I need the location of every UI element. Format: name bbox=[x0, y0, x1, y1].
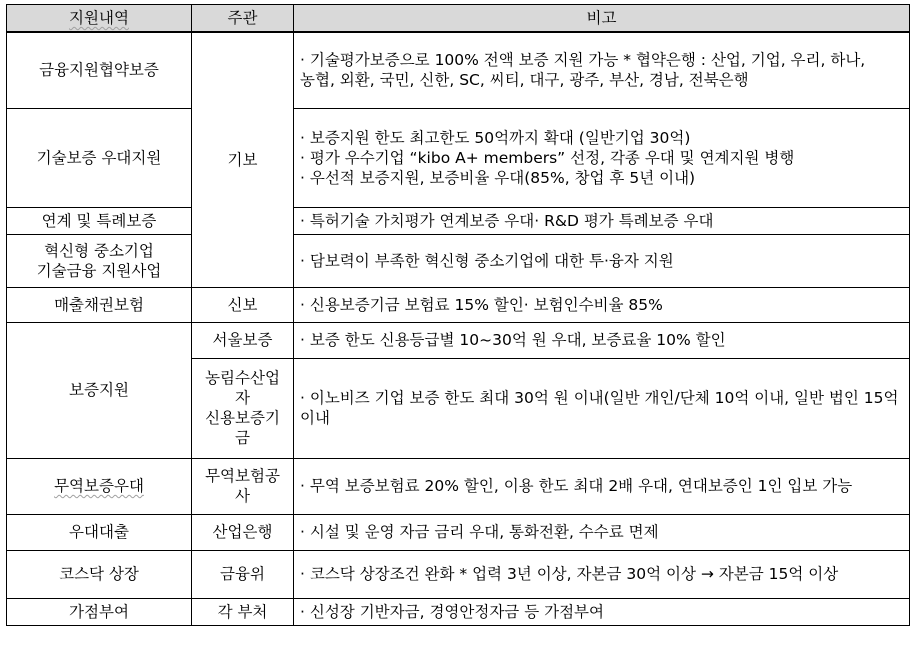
row-category: 혁신형 중소기업 기술금융 지원사업 bbox=[7, 234, 192, 287]
table-row bbox=[7, 234, 910, 287]
row-category: 우대대출 bbox=[7, 514, 192, 550]
note-line: · 특허기술 가치평가 연계보증 우대· R&D 평가 특례보증 우대 bbox=[300, 211, 714, 230]
row-category: 가점부여 bbox=[7, 598, 192, 625]
note-line: · 시설 및 운영 자금 금리 우대, 통화전환, 수수료 면제 bbox=[300, 523, 659, 541]
row-category: 코스닥 상장 bbox=[7, 550, 192, 598]
row-note bbox=[294, 358, 910, 458]
row-note bbox=[294, 458, 910, 514]
note-line: · 평가 우수기업 “kibo A+ members” 선정, 각종 우대 및 연계지원 병행 bbox=[300, 148, 795, 167]
note-line: · 담보력이 부족한 혁신형 중소기업에 대한 투·융자 지원 bbox=[300, 251, 674, 270]
note-line: · 코스닥 상장조건 완화 * 업력 3년 이상, 자본금 30억 이상 → 자본금 15억 이상 bbox=[300, 565, 839, 583]
row-category: 무역보증우대 bbox=[7, 458, 192, 514]
row-note bbox=[294, 234, 910, 287]
table-row bbox=[7, 598, 910, 625]
note-line: · 신성장 기반자금, 경영안정자금 등 가점부여 bbox=[300, 602, 605, 621]
row-organization: 금융위 bbox=[192, 550, 294, 598]
table-header-row bbox=[7, 5, 910, 33]
row-note bbox=[294, 207, 910, 234]
row-category: 기술보증 우대지원 bbox=[7, 108, 192, 207]
row-category: 금융지원협약보증 bbox=[7, 32, 192, 108]
row-organization: 산업은행 bbox=[192, 514, 294, 550]
table-row bbox=[7, 207, 910, 234]
row-category: 매출채권보험 bbox=[7, 287, 192, 322]
row-organization: 무역보험공사 bbox=[192, 458, 294, 514]
note-line: · 기술평가보증으로 100% 전액 보증 지원 가능 * 협약은행 : 산업, 기업, 우리, 하나, 농협, 외환, 국민, 신한, SC, 씨티, 대구, 광주, 부산, 경남, 전북은행 bbox=[300, 51, 866, 90]
row-note bbox=[294, 322, 910, 358]
row-organization: 신보 bbox=[192, 287, 294, 322]
note-line: · 보증 한도 신용등급별 10~30억 원 우대, 보증료율 10% 할인 bbox=[300, 331, 726, 349]
row-note bbox=[294, 108, 910, 207]
header-category: 지원내역 bbox=[7, 5, 192, 33]
row-note bbox=[294, 598, 910, 625]
header-note: 비고 bbox=[294, 5, 910, 33]
row-organization: 각 부처 bbox=[192, 598, 294, 625]
row-note bbox=[294, 287, 910, 322]
table-row bbox=[7, 32, 910, 108]
row-organization: 농림수산업자 신용보증기금 bbox=[192, 358, 294, 458]
row-note bbox=[294, 550, 910, 598]
row-category: 보증지원 bbox=[7, 322, 192, 458]
note-line: · 우선적 보증지원, 보증비율 우대(85%, 창업 후 5년 이내) bbox=[300, 168, 696, 187]
row-category: 연계 및 특례보증 bbox=[7, 207, 192, 234]
note-line: · 신용보증기금 보험료 15% 할인· 보험인수비율 85% bbox=[300, 295, 663, 314]
row-organization: 서울보증 bbox=[192, 322, 294, 358]
table-row bbox=[7, 322, 910, 358]
table-row bbox=[7, 514, 910, 550]
note-line: · 무역 보증보험료 20% 할인, 이용 한도 최대 2배 우대, 연대보증인 1인 입보 가능 bbox=[300, 477, 853, 495]
table-row bbox=[7, 108, 910, 207]
table-row bbox=[7, 458, 910, 514]
table-row bbox=[7, 287, 910, 322]
header-organization: 주관 bbox=[192, 5, 294, 33]
table-row bbox=[7, 550, 910, 598]
row-note bbox=[294, 514, 910, 550]
note-line: · 보증지원 한도 최고한도 50억까지 확대 (일반기업 30억) bbox=[300, 128, 691, 147]
row-note bbox=[294, 32, 910, 108]
row-organization-kibo: 기보 bbox=[192, 32, 294, 287]
support-table bbox=[6, 4, 910, 626]
note-line: · 이노비즈 기업 보증 한도 최대 30억 원 이내(일반 개인/단체 10억 이내, 일반 법인 15억 이내 bbox=[300, 389, 899, 427]
